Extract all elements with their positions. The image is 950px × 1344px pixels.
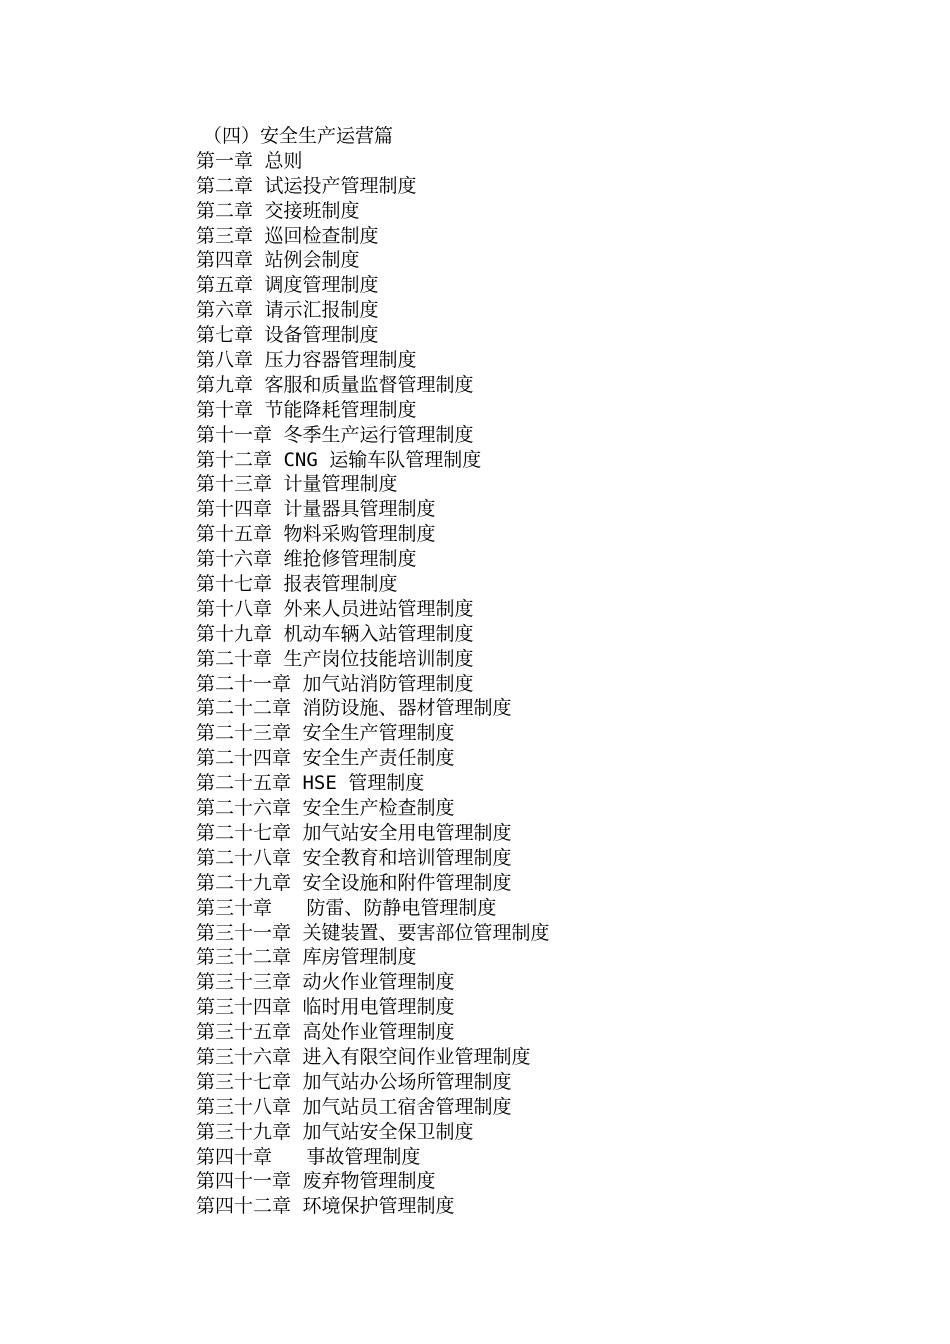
- toc-item: 第四十章 事故管理制度: [196, 1145, 421, 1168]
- toc-item: 第七章 设备管理制度: [196, 324, 379, 347]
- toc-item: 第二十一章 加气站消防管理制度: [196, 672, 474, 695]
- toc-item: 第三十二章 库房管理制度: [196, 946, 417, 969]
- toc-item: 第二十章 生产岗位技能培训制度: [196, 647, 474, 670]
- toc-item: 第三十九章 加气站安全保卫制度: [196, 1120, 474, 1143]
- toc-item: 第四十一章 废弃物管理制度: [196, 1170, 436, 1193]
- toc-item: 第二十七章 加气站安全用电管理制度: [196, 821, 512, 844]
- toc-item: 第三十章 防雷、防静电管理制度: [196, 896, 497, 919]
- toc-item: 第十七章 报表管理制度: [196, 573, 398, 596]
- toc-item: 第十六章 维抢修管理制度: [196, 548, 417, 571]
- toc-item: 第六章 请示汇报制度: [196, 299, 379, 322]
- toc-item: 第三十六章 进入有限空间作业管理制度: [196, 1045, 531, 1068]
- toc-item: 第三十八章 加气站员工宿舍管理制度: [196, 1095, 512, 1118]
- toc-item: 第十八章 外来人员进站管理制度: [196, 597, 474, 620]
- toc-item: 第三十四章 临时用电管理制度: [196, 996, 455, 1019]
- toc-item: 第二十五章 HSE 管理制度: [196, 772, 425, 795]
- toc-item: 第八章 压力容器管理制度: [196, 349, 417, 372]
- toc-item: 第二十六章 安全生产检查制度: [196, 797, 455, 820]
- toc-item: 第十五章 物料采购管理制度: [196, 523, 436, 546]
- toc-item: 第十四章 计量器具管理制度: [196, 498, 436, 521]
- section-title: （四）安全生产运营篇: [203, 125, 394, 147]
- toc-item: 第二十二章 消防设施、器材管理制度: [196, 697, 512, 720]
- toc-item: 第五章 调度管理制度: [196, 274, 379, 297]
- toc-item: 第一章 总则: [196, 149, 303, 172]
- toc-item: 第二十九章 安全设施和附件管理制度: [196, 871, 512, 894]
- toc-item: 第二十八章 安全教育和培训管理制度: [196, 846, 512, 869]
- table-of-contents: [196, 124, 836, 1219]
- toc-item: 第二十四章 安全生产责任制度: [196, 747, 455, 770]
- toc-item: 第四章 站例会制度: [196, 249, 360, 272]
- toc-item: 第三章 巡回检查制度: [196, 224, 379, 247]
- toc-item: 第二章 交接班制度: [196, 199, 360, 222]
- toc-item: 第十九章 机动车辆入站管理制度: [196, 622, 474, 645]
- toc-item: 第三十三章 动火作业管理制度: [196, 971, 455, 994]
- toc-item: 第二章 试运投产管理制度: [196, 174, 417, 197]
- toc-item: 第十章 节能降耗管理制度: [196, 398, 417, 421]
- toc-item: 第十三章 计量管理制度: [196, 473, 398, 496]
- toc-item: 第九章 客服和质量监督管理制度: [196, 373, 474, 396]
- toc-item: 第三十七章 加气站办公场所管理制度: [196, 1070, 512, 1093]
- toc-item: 第三十一章 关键装置、要害部位管理制度: [196, 921, 550, 944]
- toc-item: 第十二章 CNG 运输车队管理制度: [196, 448, 482, 471]
- toc-item: 第十一章 冬季生产运行管理制度: [196, 423, 474, 446]
- toc-item: 第二十三章 安全生产管理制度: [196, 722, 455, 745]
- toc-item: 第四十二章 环境保护管理制度: [196, 1195, 455, 1218]
- toc-item: 第三十五章 高处作业管理制度: [196, 1021, 455, 1044]
